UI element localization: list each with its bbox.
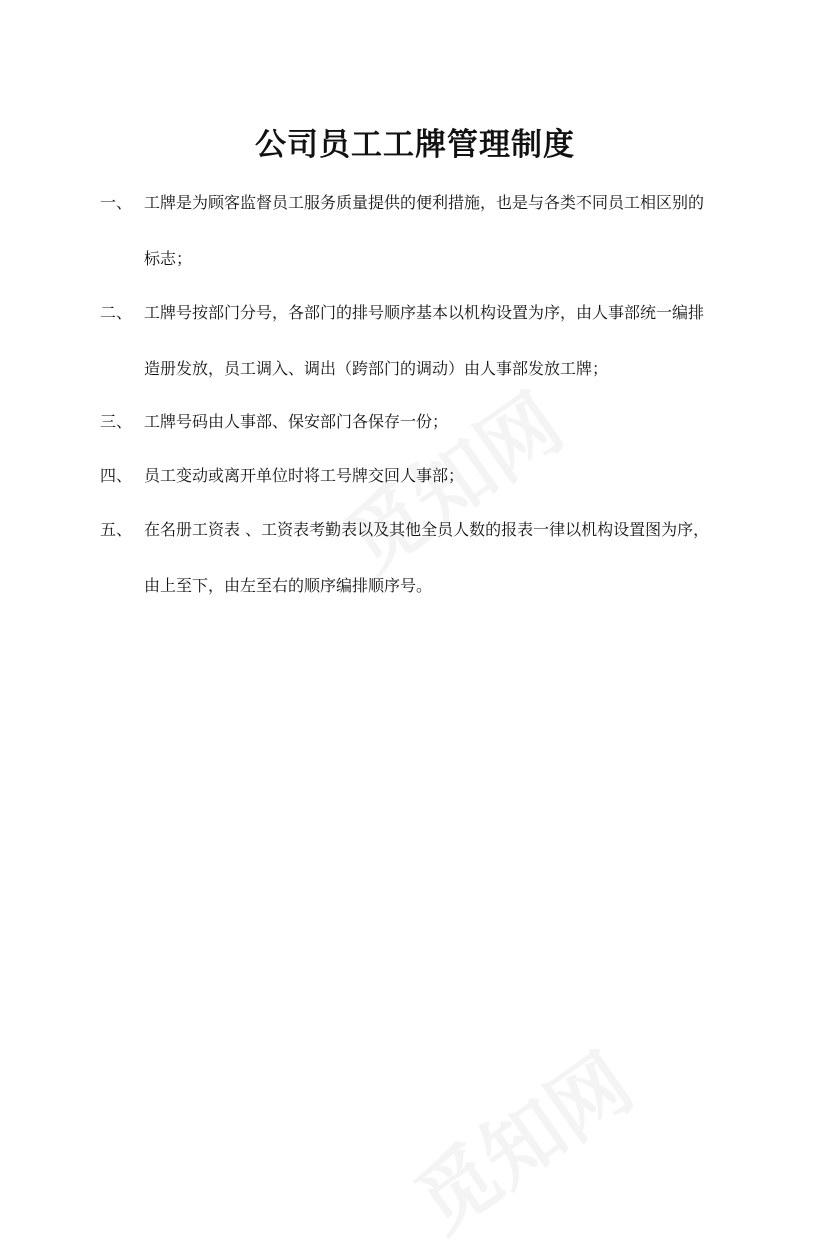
item-text: 标志； bbox=[144, 249, 193, 268]
watermark bbox=[389, 1022, 652, 1253]
item-text: 造册发放，员工调入、调出（跨部门的调动）由人事部发放工牌； bbox=[144, 359, 609, 378]
item-text: 由上至下，由左至右的顺序编排顺序号。 bbox=[144, 576, 433, 595]
item-text: 工牌号码由人事部、保安部门各保存一份； bbox=[144, 412, 449, 431]
item-number: 四、 bbox=[100, 466, 133, 485]
item-number: 一、 bbox=[100, 193, 133, 212]
item-text: 工牌号按部门分号，各部门的排号顺序基本以机构设置为序，由人事部统一编排 bbox=[144, 303, 705, 322]
item-text: 员工变动或离开单位时将工号牌交回人事部； bbox=[144, 466, 465, 485]
document-title: 公司员工工牌管理制度 bbox=[255, 127, 575, 163]
item-text: 在名册工资表 、工资表考勤表以及其他全员人数的报表一律以机构设置图为序， bbox=[144, 520, 710, 539]
item-number: 三、 bbox=[100, 412, 133, 431]
item-number: 二、 bbox=[100, 303, 133, 322]
item-text: 工牌是为顾客监督员工服务质量提供的便利措施，也是与各类不同员工相区别的 bbox=[144, 193, 705, 212]
item-number: 五、 bbox=[100, 520, 133, 539]
